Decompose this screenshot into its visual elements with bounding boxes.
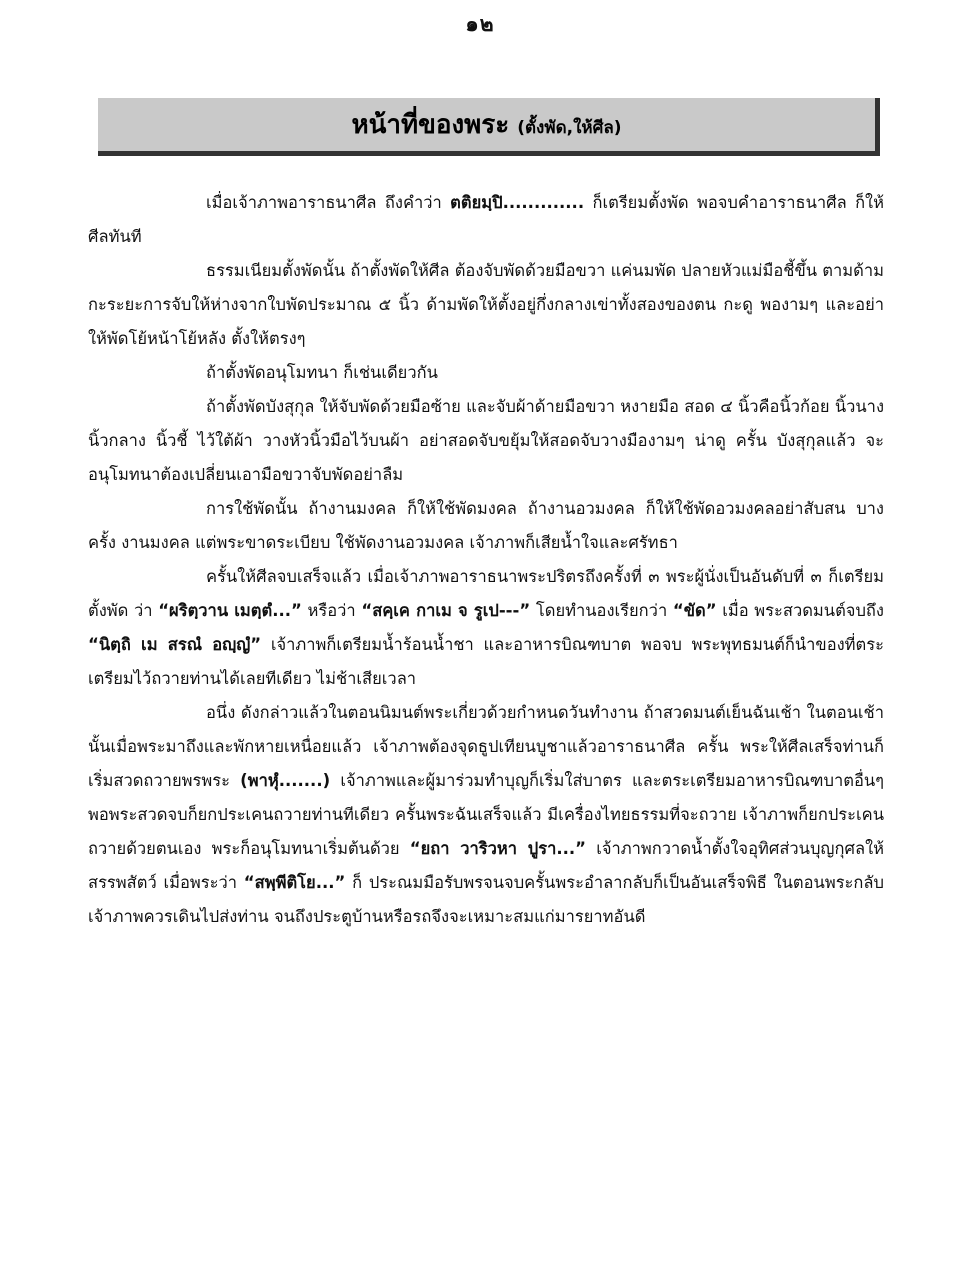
text-run: เจ้าภาพกวาดน้ำตั้งใจอุทิศส่วนบุญกุศลให้สรรพสัตว์ เมื่อพระว่า [88, 839, 884, 892]
bold-phrase: “ผริตฺวาน เมตฺตํ...” [158, 601, 302, 620]
bold-phrase: ตติยมฺปิ............. [450, 193, 585, 212]
section-subtitle: (ตั้งพัด,ให้ศีล) [517, 118, 622, 138]
text-run: หรือว่า [301, 601, 362, 620]
bold-phrase: “นิตฺถิ เม สรณํ อญฺญํ” [88, 635, 262, 654]
text-run: ธรรมเนียมตั้งพัดนั้น ถ้าตั้งพัดให้ศีล ต้องจับพัดด้วยมือขวา แค่นมพัด ปลายหัวแม่มือชี้ขึ้น ตามด้าม กะระยะการจับให้ห่างจากใบพัดประมาณ ๕ นิ้ว ด้ามพัดให้ตั้งอยู่กึ่งกลางเข่าทั้งสองของตน กะดู พองามๆ และอย่าให้พัดโย้หน้าโย้หลัง ตั้งให้ตรงๆ [88, 261, 884, 348]
text-run: ก็เตรียมตั้งพัด พอจบคำอาราธนาศีล ก็ให้ศีลทันที [88, 193, 884, 246]
text-run: เจ้าภาพก็เตรียมน้ำร้อนน้ำชา และอาหารบิณฑบาต พอจบ พระพุทธมนต์ก็นำของที่ตระเตรียมไว้ถวายท่านได้เลยทีเดียว ไม่ช้าเสียเวลา [88, 635, 884, 688]
paragraph [88, 492, 884, 560]
text-run: การใช้พัดนั้น ถ้างานมงคล ก็ให้ใช้พัดมงคล ถ้างานอวมงคล ก็ให้ใช้พัดอวมงคลอย่าสับสน บางครั้ง งานมงคล แต่พระขาดระเบียบ ใช้พัดงานอวมงคล เจ้าภาพก็เสียน้ำใจและศรัทธา [88, 499, 884, 552]
text-run: เมื่อ พระสวดมนต์จบถึง [716, 601, 884, 620]
paragraph [88, 390, 884, 492]
body-text [88, 186, 884, 934]
bold-phrase: “สพฺพีติโย...” [243, 873, 346, 892]
bold-phrase: “ขัด” [672, 601, 717, 620]
text-run: เมื่อเจ้าภาพอาราธนาศีล ถึงคำว่า [206, 193, 451, 212]
paragraph [88, 696, 884, 934]
bold-phrase: (พาหุํ.......) [240, 771, 331, 790]
paragraph [88, 186, 884, 254]
section-title: หน้าที่ของพระ [351, 110, 510, 140]
bold-phrase: “ยถา วาริวหา ปูรา...” [409, 839, 587, 858]
paragraph [88, 254, 884, 356]
bold-phrase: “สคฺเค กาเม จ รูเป---” [361, 601, 531, 620]
paragraph [88, 356, 884, 390]
text-run: ก็ ประณมมือรับพรจนจบครั้นพระอำลากลับก็เป็นอันเสร็จพิธี ในตอนพระกลับ เจ้าภาพควรเดินไปส่งท่าน จนถึงประตูบ้านหรือรถจึงจะเหมาะสมแก่มารยาทอันดี [88, 873, 884, 926]
text-run: ครั้นให้ศีลจบเสร็จแล้ว เมื่อเจ้าภาพอาราธนาพระปริตรถึงครั้งที่ ๓ พระผู้นั่งเป็นอันดับที่ ๓ ก็เตรียมตั้งพัด ว่า [88, 567, 884, 620]
text-run: ถ้าตั้งพัดบังสุกุล ให้จับพัดด้วยมือซ้าย และจับผ้าด้ายมือขวา หงายมือ สอด ๔ นิ้วคือนิ้วก้อย นิ้วนาง นิ้วกลาง นิ้วชี้ ไว้ใต้ผ้า วางหัวนิ้วมือไว้บนผ้า อย่าสอดจับขยุ้มให้สอดจับวางมืองามๆ น่าดู ครั้น บังสุกุลแล้ว จะอนุโมทนาต้องเปลี่ยนเอามือขวาจับพัดอย่าลืม [88, 397, 884, 484]
paragraph [88, 560, 884, 696]
text-run: อนึ่ง ดังกล่าวแล้วในตอนนิมนต์พระเกี่ยวด้วยกำหนดวันทำงาน ถ้าสวดมนต์เย็นฉันเช้า ในตอนเช้านั้นเมื่อพระมาถึงและพักหายเหนื่อยแล้ว เจ้าภาพต้องจุดธูปเทียนบูชาแล้วอาราธนาศีล ครั้น พระให้ศีลเสร็จท่านก็เริ่มสวดถวายพรพระ [88, 703, 884, 790]
text-run: ถ้าตั้งพัดอนุโมทนา ก็เช่นเดียวกัน [206, 363, 438, 382]
page-number: ๑๒ [465, 12, 495, 36]
section-title-box [98, 98, 880, 156]
text-run: เจ้าภาพและผู้มาร่วมทำบุญก็เริ่มใส่บาตร และตระเตรียมอาหารบิณฑบาตอื่นๆ พอพระสวดจบก็ยกประเคนถวายท่านทีเดียว ครั้นพระฉันเสร็จแล้ว มีเครื่องไทยธรรมที่จะถวาย เจ้าภาพก็ยกประเคนถวายด้วยตนเอง พระก็อนุโมทนาเริ่มต้นด้วย [88, 771, 884, 858]
text-run: โดยทำนองเรียกว่า [530, 601, 673, 620]
